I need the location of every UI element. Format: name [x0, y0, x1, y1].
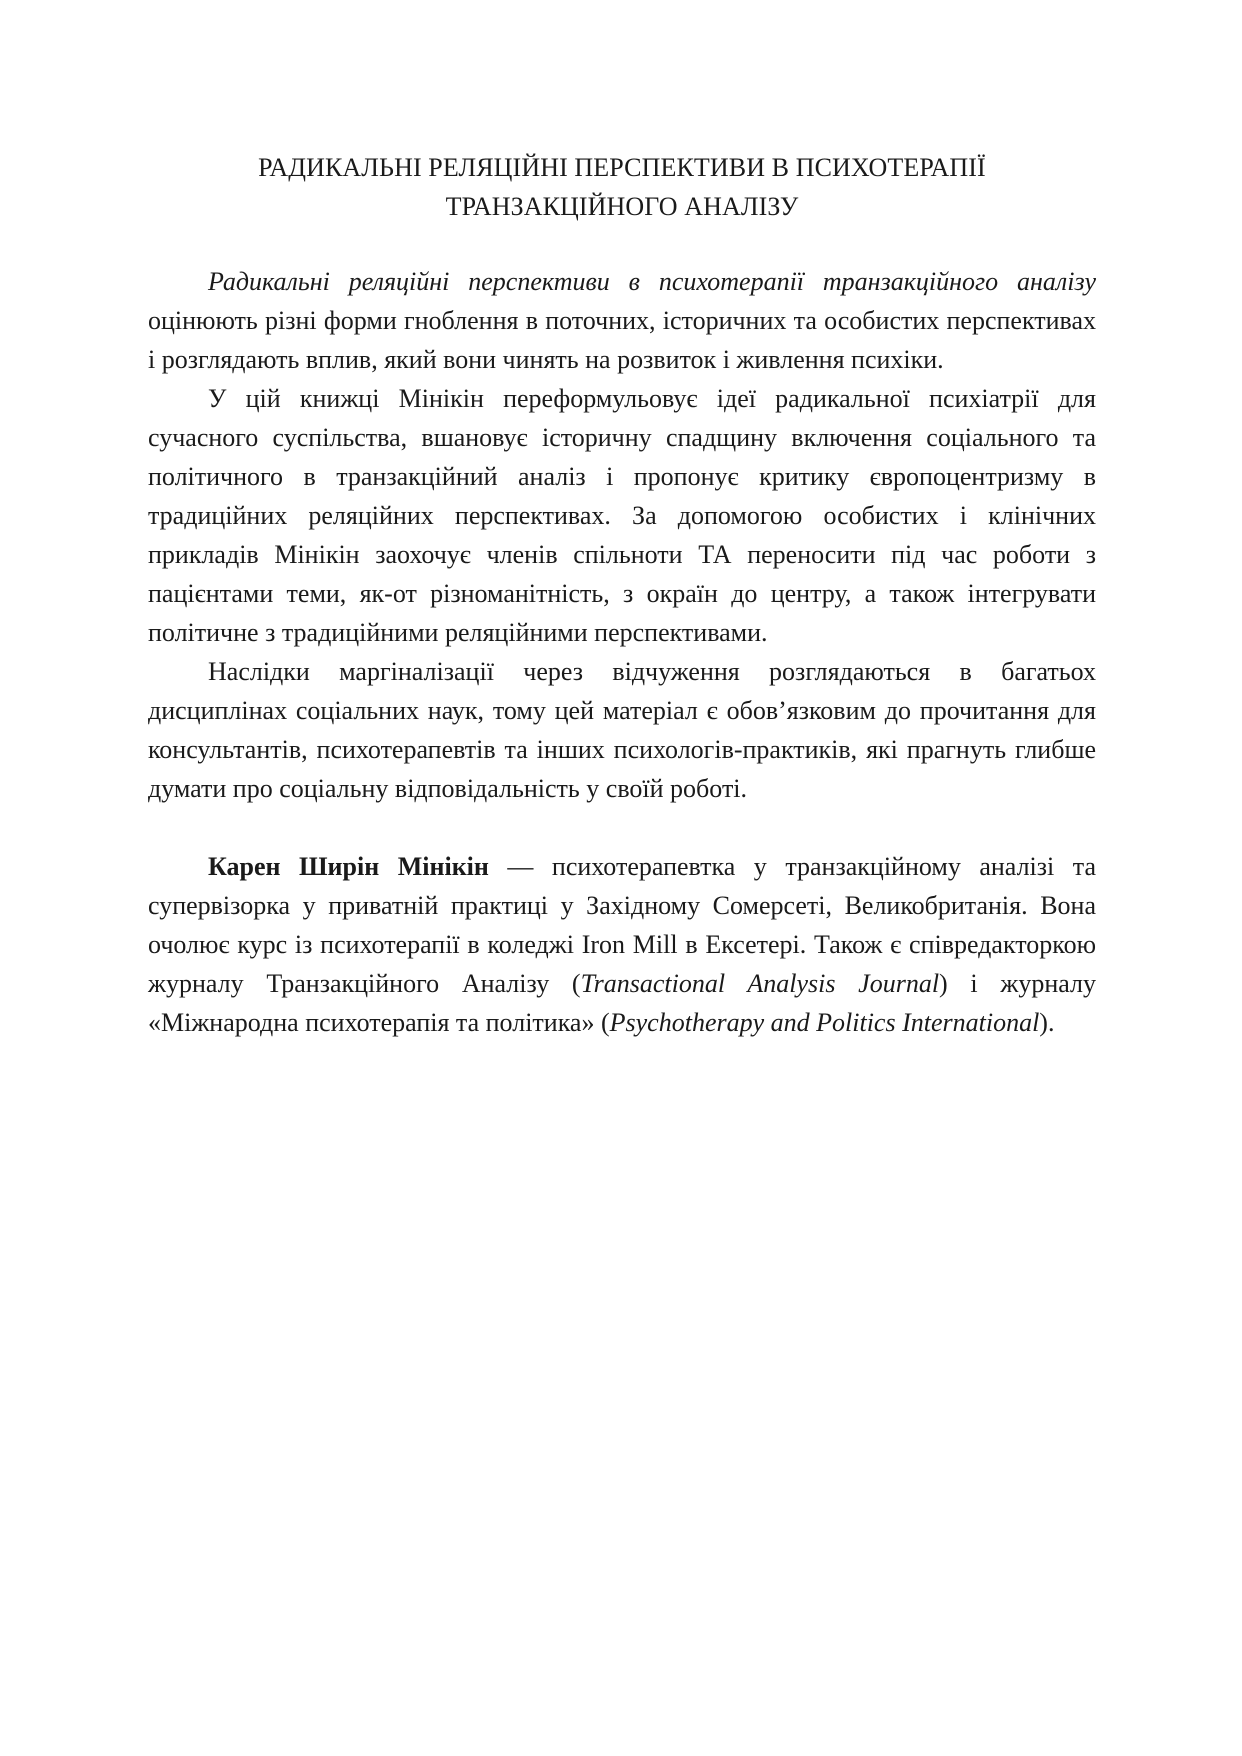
bio-text-2: ) і журналу «Міжнародна психотерапія та політика» ( [148, 969, 1096, 1037]
bio-text-3: ). [1039, 1008, 1055, 1037]
journal-name-1: Transactional Analysis Journal [580, 969, 940, 998]
journal-name-2: Psychotherapy and Politics International [609, 1008, 1040, 1037]
spacer [148, 808, 1096, 847]
book-title [148, 148, 1096, 226]
paragraph-audience: Наслідки маргіналізації через відчуження розглядаються в багатьох дисциплінах соціальних наук, тому цей матеріал є обов’язковим до прочитання для консультантів, психотерапевтів та інших психологів-практиків, які прагнуть глибше думати про соціальну відповідальність у своїй роботі. [148, 657, 1096, 803]
paragraph-author-bio [148, 847, 1096, 1042]
book-title-italic: Радикальні реляційні перспективи в психотерапії транзакційного аналізу [208, 267, 1096, 296]
bio-text-1: — психотерапевтка у транзакційному аналізі та супервізорка у приватній практиці у Західному Сомерсеті, Великобританія. Вона очолює курс із психотерапії в коледжі Iron Mill в Ексетері. Також є співредакторкою журналу Транзакційного Аналізу ( [148, 852, 1097, 998]
paragraph-intro [148, 262, 1096, 379]
intro-text: оцінюють різні форми гноблення в поточних, історичних та особистих перспективах і розглядають вплив, який вони чинять на розвиток і живлення психіки. [148, 306, 1096, 374]
title-line-2: ТРАНЗАКЦІЙНОГО АНАЛІЗУ [445, 192, 799, 221]
paragraph-content: У цій книжці Мінікін переформульовує ідеї радикальної психіатрії для сучасного суспільства, вшановує історичну спадщину включення соціального та політичного в транзакційний аналіз і пропонує критику європоцентризму в традиційних реляційних перспективах. За допомогою особистих і клінічних прикладів Мінікін заохочує членів спільноти ТА переносити під час роботи з пацієнтами теми, як-от різноманітність, з окраїн до центру, а також інтегрувати політичне з традиційними реляційними перспективами. [148, 384, 1096, 647]
author-name: Карен Ширін Мінікін [208, 852, 489, 881]
description-body [148, 262, 1096, 1042]
title-line-1: РАДИКАЛЬНІ РЕЛЯЦІЙНІ ПЕРСПЕКТИВИ В ПСИХОТЕРАПІЇ [258, 153, 986, 182]
